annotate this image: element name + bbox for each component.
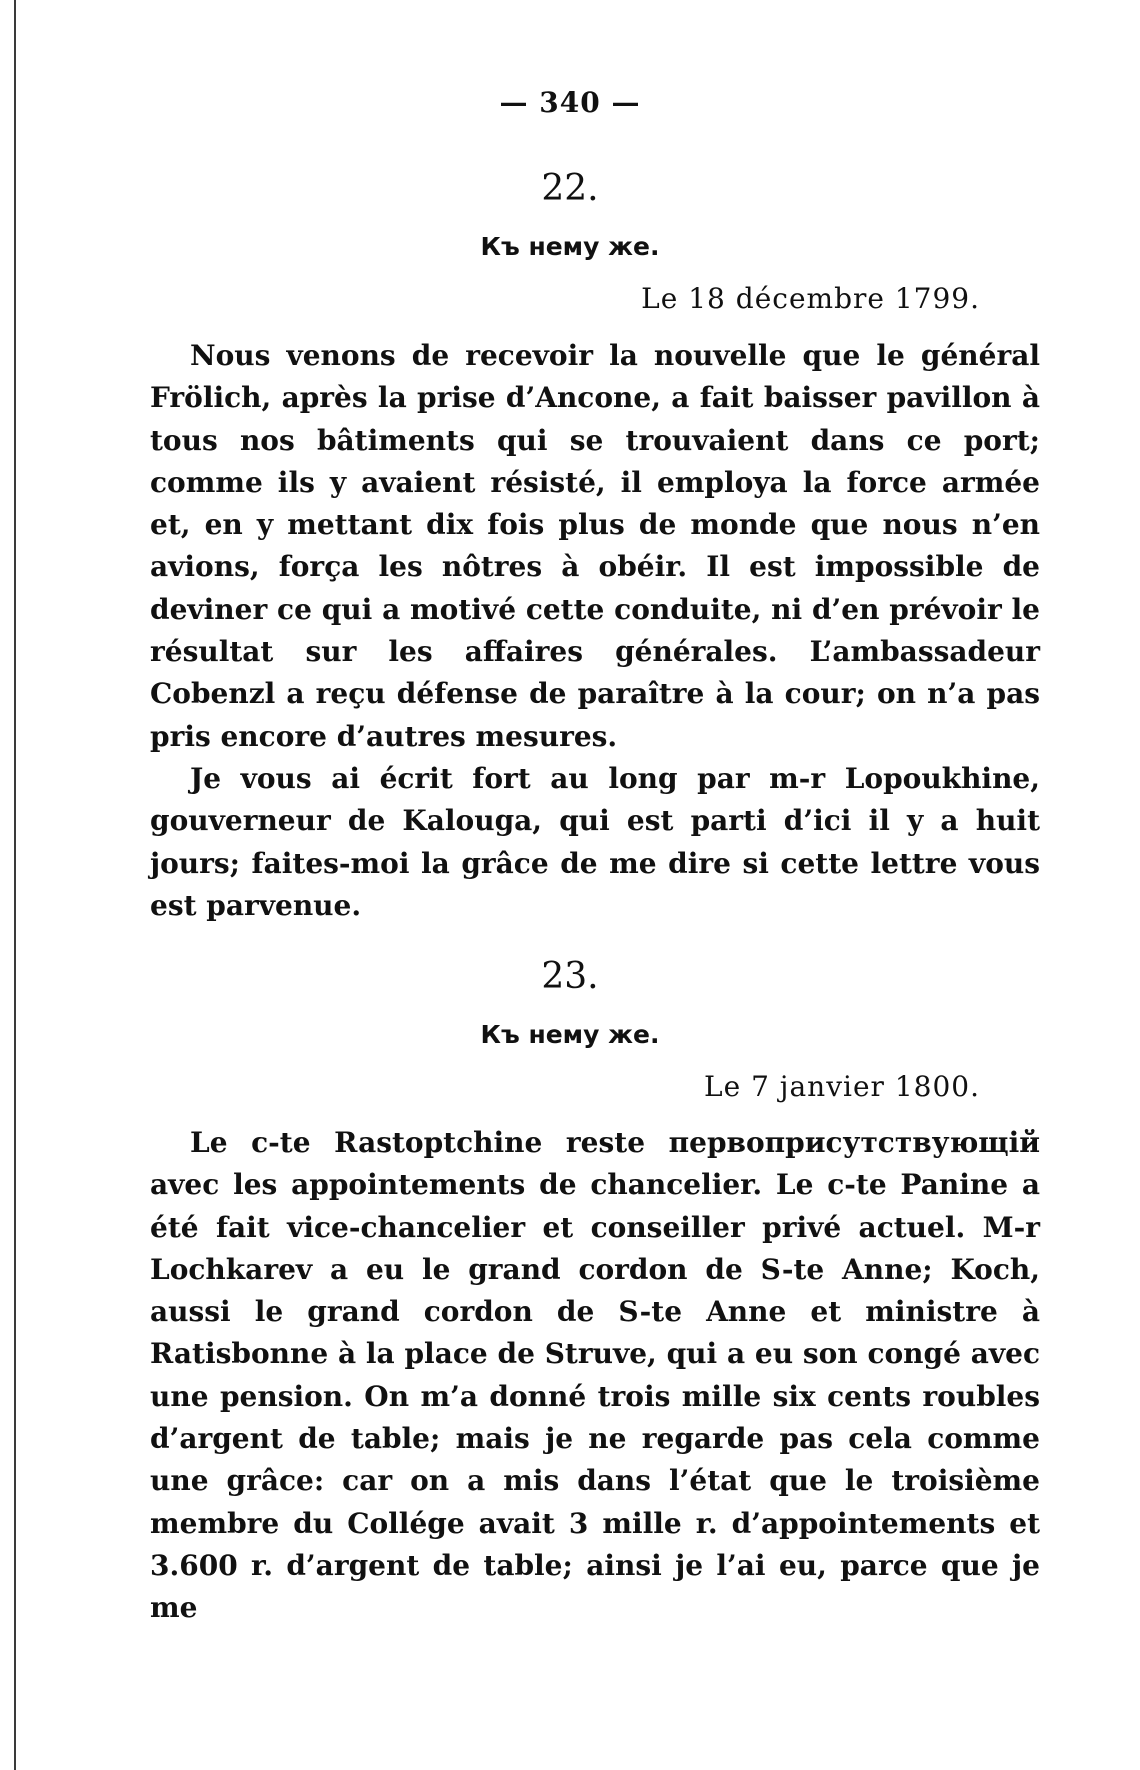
paragraph: Le c-te Rastoptchine reste первоприсутствующій avec les appointements de chancelier. Le c-te Panine a été fait vice-chancelier et conseiller privé actuel. M-r Lochkarev a eu le grand cordon de S-te Anne; Koch, aussi le grand cordon de S-te Anne et ministre à Ratisbonne à la place de Struve, qui a eu son congé avec une pension. On m’a donné trois mille six cents roubles d’argent de table; mais je ne regarde pas cela comme une grâce: car on a mis dans l’état que le troisième membre du Collége avait 3 mille r. d’appointements et 3.600 r. d’argent de table; ainsi je l’ai eu, parce que je me: [150, 1126, 1040, 1625]
paragraph: Je vous ai écrit fort au long par m-r Lopoukhine, gouverneur de Kalouga, qui est parti d’ici il y a huit jours; faites-moi la grâce de me dire si cette lettre vous est parvenue.: [150, 761, 1040, 922]
letter-body-22: [150, 335, 1040, 927]
letter-body-23: [150, 1122, 1040, 1630]
paragraph: Nous venons de recevoir la nouvelle que le général Frölich, après la prise d’Ancone, a fait baisser pavillon à tous nos bâtiments qui se trouvaient dans ce port; comme ils y avaient résisté, il employa la force armée et, en y mettant dix fois plus de monde que nous n’en avions, força les nôtres à obéir. Il est impossible de deviner ce qui a motivé cette conduite, ni d’en prévoir le résultat sur les affaires générales. L’ambassadeur Cobenzl a reçu défense de paraître à la cour; on n’a pas pris encore d’autres mesures.: [150, 339, 1040, 753]
page-edge-rule: [14, 0, 16, 1770]
letter-date-22: Le 18 décembre 1799.: [641, 282, 980, 315]
letter-addressee-22: Къ нему же.: [480, 232, 660, 261]
letter-addressee-23: Къ нему же.: [480, 1020, 660, 1049]
letter-number-22: 22.: [541, 168, 599, 209]
letter-number-23: 23.: [541, 956, 599, 997]
page-number: — 340 —: [499, 86, 641, 119]
letter-date-23: Le 7 janvier 1800.: [704, 1070, 980, 1103]
